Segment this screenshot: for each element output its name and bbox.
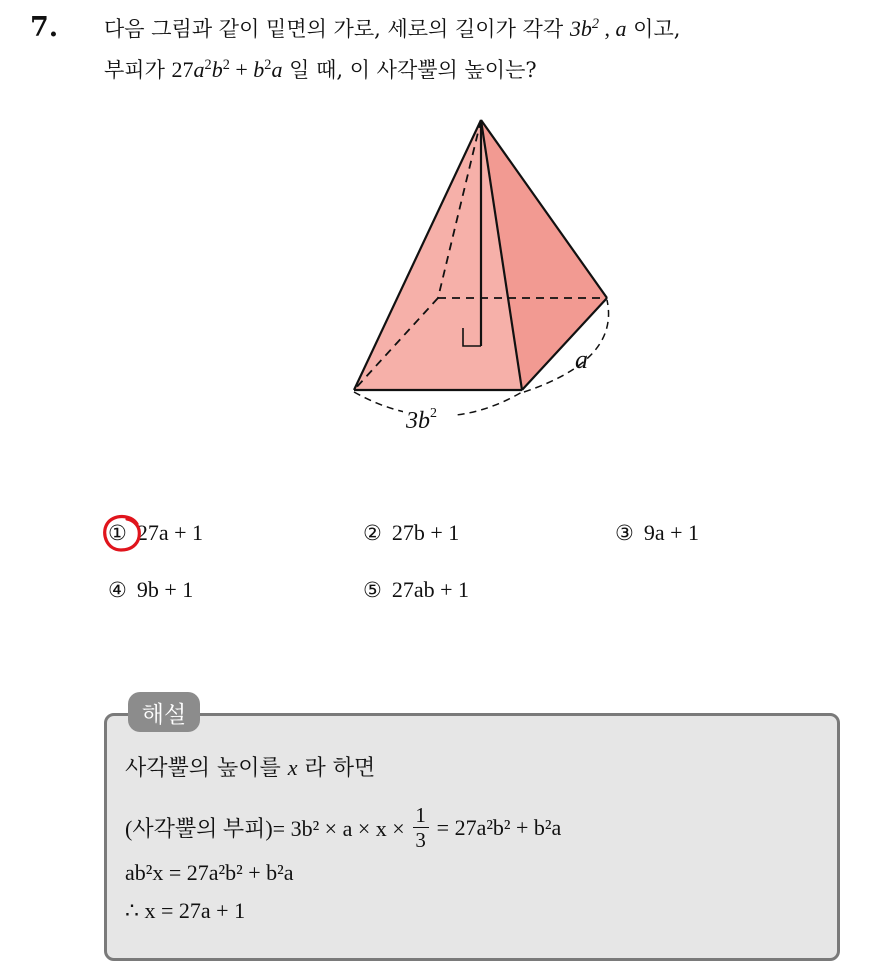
question-number: 7. bbox=[30, 12, 59, 43]
choice-5-text: 27ab + 1 bbox=[391, 577, 469, 602]
choice-2-text: 27b + 1 bbox=[391, 520, 460, 545]
choice-3-text: 9a + 1 bbox=[643, 520, 699, 545]
choice-2-number: ② bbox=[363, 521, 382, 545]
fraction-one-third: $\frac{1}{3}$ bbox=[413, 803, 429, 852]
explanation-tag: 해설 bbox=[128, 692, 200, 732]
choice-4[interactable] bbox=[108, 577, 193, 603]
depth-label: a bbox=[575, 345, 588, 374]
choice-1-text: 27a + 1 bbox=[136, 520, 203, 545]
question-line-1: 다음 그림과 같이 밑면의 가로, 세로의 길이가 각각 $3b^2$ , a 이고, bbox=[104, 16, 681, 41]
choice-4-number: ④ bbox=[108, 578, 127, 602]
question-line-2: 부피가 $27a^2b^2 + b^2a$ 일 때, 이 사각뿔의 높이는? bbox=[104, 57, 537, 82]
choice-5-number: ⑤ bbox=[363, 578, 382, 602]
choice-1-number: ① bbox=[108, 521, 127, 545]
choice-4-text: 9b + 1 bbox=[136, 577, 194, 602]
choice-3[interactable] bbox=[615, 520, 699, 546]
explanation-line-2 bbox=[125, 803, 561, 852]
answer-circle-mark bbox=[101, 512, 143, 554]
volume-expression-left: (사각뿔의 부피)= 3b² × a × x × bbox=[125, 816, 405, 841]
width-label: $3b^2$ bbox=[406, 406, 437, 434]
choice-5[interactable] bbox=[363, 577, 469, 603]
choice-2[interactable] bbox=[363, 520, 459, 546]
explanation-line-3: ab²x = 27a²b² + b²a bbox=[125, 860, 294, 885]
volume-expression-right: = 27a²b² + b²a bbox=[436, 814, 562, 840]
question-volume: $27a^2b^2 + b^2a$ bbox=[171, 57, 283, 82]
question-dimensions: $3b^2$ , a bbox=[569, 16, 627, 41]
explanation-line-4: ∴ x = 27a + 1 bbox=[125, 898, 246, 923]
choice-3-number: ③ bbox=[615, 521, 634, 545]
explanation-line-1: 사각뿔의 높이를 x 라 하면 bbox=[125, 755, 376, 781]
pyramid-figure bbox=[340, 108, 630, 438]
